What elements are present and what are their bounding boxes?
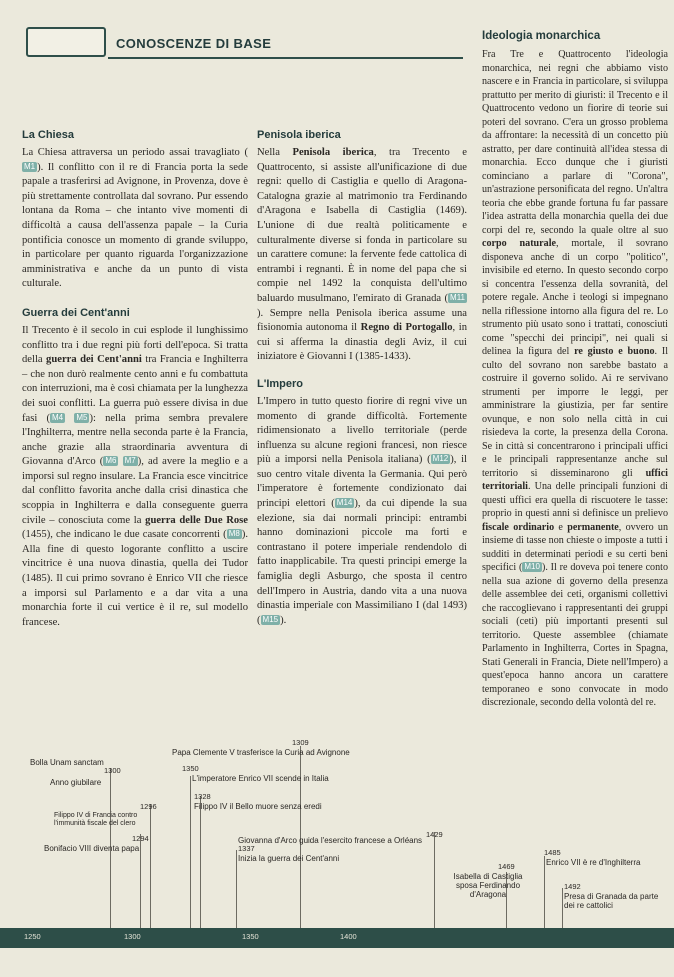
text-run [65, 413, 74, 424]
text-run: L'Impero in tutto questo fiorire di regni vive un momento di grande difficoltà. Fortemente ridimensionato a livello territoriale (perde influenza su alcune regioni francesi, non riesce più a imporsi nella Penisola italiana) ( [257, 395, 467, 466]
column-left [22, 128, 248, 630]
text-run: ), da cui dipende la sua elezione, sia dai normali principi: entrambi hanno dominazioni piccole ma forti e contrastano il potere imperiale rendendolo di fatto inapplicabile. Tra questi principi emerge la famiglia degli Asburgo, che sposta il centro dell'Impero in Austria, dando vita a una nuova dinastia imperiale con Massimiliano I (dal 1493) ( [257, 498, 467, 626]
column-right [482, 48, 668, 710]
event-year: 1309 [292, 738, 309, 747]
text-run: , tra Trecento e Quattrocento, si assiste all'unificazione di due regni: quello di Castiglia e quello di Aragona-Catalogna grazie al matrimonio tra Ferdinando d'Aragona e Isabella di Castiglia (1469). L'unione di due realtà politicamente e culturalmente diverse si fonda in particolare su un carattere comune: la fervente fede cattolica di entrambi i regnanti. È in nome del papa che si compie nel 1492 la conquista dell'ultimo baluardo musulmano, l'emirato di Granada ( [257, 147, 468, 304]
map-ref-badge[interactable]: M8 [228, 529, 240, 539]
timeline-bar [0, 928, 674, 948]
keyword: guerra delle Due Rose [145, 514, 248, 526]
text-run: . Il culto del sovrano non sarebbe bastato a costruire il governo solido. Ai re servivano strumenti per imporre le leggi, per amministrare la giustizia, per far sentire ovunque, e non solo nella città in cui risiedeva la corte, la presenza della Corona. Se in città si concentrarono i principali uffici e le principali rappresentanze anche sul territorio si disseminarono gli [482, 346, 668, 479]
paragraph-impero [257, 395, 467, 629]
heading-guerra: Guerra dei Cent'anni [22, 306, 130, 319]
scale-label: 1350 [242, 932, 259, 941]
event-label: Enrico VII è re d'Inghilterra [546, 858, 641, 867]
text-run: Nella [257, 147, 293, 158]
heading-chiesa: La Chiesa [22, 129, 74, 141]
text-run: ). Il conflitto con il re di Francia porta la sede papale a trasferirsi ad Avignone, in Provenza, dove è più strettamente controllata dal sovrano. Pur essendo lontana da Roma – che intanto vive momenti di difficoltà a causa dell'assenza papale – la Curia pontificia conosce un momento di grande sviluppo, in particolare per quanto riguarda l'organizzazione amministrativa e anche da un punto di vista culturale. [22, 161, 248, 290]
keyword: fiscale ordinario [482, 521, 555, 533]
event-year: 1296 [140, 802, 157, 811]
text-run: ). Alla fine di questo logorante conflitto a uscire vincitrice è una nuova dinastia, quella dei Tudor (1485). Il cui primo sovrano è Enrico VII che riesce a imporsi sul Parlamento e a dar vita a una monarchia forte il cui vertice è il re, sul modello francese. [22, 529, 248, 628]
text-run: ). [280, 614, 287, 626]
text-run [118, 456, 122, 467]
event-year: 1294 [132, 834, 149, 843]
timeline-tick [150, 804, 151, 928]
event-year: 1492 [564, 882, 581, 891]
keyword: guerra dei Cent'anni [46, 354, 142, 366]
map-ref-badge[interactable]: M7 [124, 456, 136, 466]
event-year: 1350 [182, 764, 199, 773]
map-ref-badge[interactable]: M6 [105, 456, 117, 466]
event-label: Filippo IV di Francia contro l'immunità fiscale del clero [54, 812, 138, 827]
text-run: tra Francia e Inghilterra – che non durò realmente cento anni e fu combattuta con interruzioni, ma è così chiamata per la lunghezza dei suoi conflitti. La guerra può essere divisa in due fasi ( [22, 354, 248, 424]
text-run: . Una delle principali funzioni di questi uffici era quella di riscuotere le tasse: proprio in questi anni si definisce un prelievo [482, 481, 668, 519]
paragraph-ideologia [482, 48, 668, 710]
map-ref-badge[interactable]: M10 [524, 562, 540, 571]
timeline-tick [236, 850, 237, 928]
event-label: Presa di Granada da parte dei re cattolici [564, 892, 659, 910]
timeline-tick [434, 832, 435, 928]
keyword: corpo naturale [482, 238, 556, 249]
text-run: La Chiesa attraversa un periodo assai travagliato ( [22, 147, 248, 158]
paragraph-iberica [257, 146, 467, 365]
timeline-tick [200, 796, 201, 928]
text-run: e [554, 521, 568, 533]
event-label: L'imperatore Enrico VII scende in Italia [192, 774, 329, 783]
paragraph-guerra [22, 324, 248, 630]
column-middle [257, 128, 467, 628]
text-run: ): nella prima sembra prevalere l'Inghilterra, mentre nella seconda parte è la Francia, anche grazie alla straordinaria avventura di Giovanna d'Arco ( [22, 412, 248, 468]
header-rule [108, 57, 463, 59]
text-run: ). Sempre nella Penisola iberica assume una fisionomia autonoma il [257, 307, 467, 334]
map-ref-badge[interactable]: M15 [262, 614, 279, 624]
keyword: uffici territoriali [482, 467, 668, 492]
map-ref-badge[interactable]: M12 [432, 454, 449, 464]
header-box [26, 27, 106, 57]
map-ref-badge[interactable]: M5 [76, 412, 88, 422]
section-title: CONOSCENZE DI BASE [116, 36, 272, 51]
event-label: Anno giubilare [50, 778, 102, 787]
text-run: , in cui si afferma la dinastia degli Aviz, il cui iniziatore è Giovanni I (1385-1433). [257, 322, 467, 363]
event-label: Bolla Unam sanctam [30, 758, 104, 767]
event-label: Papa Clemente V trasferisce la Curia ad Avignone [172, 748, 350, 757]
paragraph-chiesa [22, 146, 248, 292]
heading-impero: L'Impero [257, 377, 304, 390]
event-year: 1469 [498, 862, 515, 871]
text-run: Il Trecento è il secolo in cui esplode il lunghissimo conflitto tra i due regni più forti dell'epoca. Si tratta della [22, 324, 248, 366]
text-run: , ovvero un insieme di tasse non chieste o imposte a tutti i sudditi in determinati periodi e su certi beni specifici ( [482, 521, 668, 573]
heading-iberica: Penisola iberica [257, 129, 341, 141]
event-year: 1429 [426, 830, 443, 839]
event-label: Bonifacio VIII diventa papa [44, 844, 140, 853]
text-run: , mortale, il sovrano disponeva anche di un corpo "politico", invisibile ed eterno. In questo secondo corpo si concentra l'essenza della sovranità, del potere regale. Anche i teologi si impegnano nella riflessione intorno alla figura del re. Lo strumento più usato sono i trattati, conosciuti come "specchi dei principi", nei quali si delinea la figura del [482, 238, 669, 357]
event-label: Inizia la guerra dei Cent'anni [238, 854, 340, 863]
timeline-tick [562, 888, 563, 928]
scale-label: 1250 [24, 932, 41, 941]
keyword: re giusto e buono [574, 346, 655, 357]
timeline [0, 738, 674, 977]
text-run: ), il suo centro vitale diventa la Germania. Qui però l'imperatore è fortemente condizionato dai principi elettori ( [257, 454, 468, 510]
scale-label: 1300 [124, 932, 141, 941]
map-ref-badge[interactable]: M1 [24, 161, 36, 171]
keyword: permanente [567, 521, 619, 533]
timeline-tick [190, 776, 191, 928]
event-year: 1328 [194, 792, 211, 801]
timeline-tick [544, 856, 545, 928]
event-year: 1337 [238, 844, 255, 853]
text-run: Fra Tre e Quattrocento l'ideologia monarchica, nei regni che abbiamo visto nascere e in Francia in particolare, si sviluppa prattutto per merito di giuristi: il Trecento e il Quattrocento vedono un fiorire di teorie sui poteri del sovrano. C'era un grosso problema da affrontare: la necessità di un concetto più astratto, per dare continuità all'idea stessa di monarchia. Ecco dunque che i giuristi cominciano a parlare di "Corona", un'astrazione personificata del regno. Un'altra teoria che ebbe grande fortuna fu far passare l'idea astratta della monarchia quella dei due corpi del re, secondo la quale oltre al suo [482, 49, 668, 236]
keyword: Regno di Portogallo [360, 322, 453, 334]
map-ref-badge[interactable]: M14 [336, 498, 353, 508]
side-title: Ideologia monarchica [482, 30, 601, 42]
text-run: ), ad avere la meglio e a imporsi sul regno insulare. La Francia esce vincitrice dal conflitto favorita anche dalla crisi dinastica che scoppia in Inghilterra e dalla conseguente guerra civile – conosciuta come la [22, 456, 248, 526]
event-label: Filippo IV il Bello muore senza eredi [194, 802, 322, 811]
event-year: 1300 [104, 766, 121, 775]
event-label: Giovanna d'Arco guida l'esercito francese a Orléans [238, 836, 423, 845]
text-run: ). Il re doveva poi tenere conto nella sua azione di governo della presenza delle assemblee dei ceti, organismi collettivi che raccoglievano i rappresentanti dei gruppi sociali (ceti) più importanti presenti sul territorio. Queste assemblee (chiamate Parlamento in Inghilterra, Cortes in Spagna, Stati Generali in Francia, Diete nell'Impero) a quest'epoca hanno ancora un carattere temporaneo e sono convocate in modo discrezionale, secondo della volontà del re. [482, 562, 668, 708]
keyword: Penisola iberica [292, 147, 374, 158]
map-ref-badge[interactable]: M4 [52, 412, 64, 422]
event-year: 1485 [544, 848, 561, 857]
scale-label: 1400 [340, 932, 357, 941]
timeline-tick [140, 834, 141, 928]
text-run: (1455), che indicano le due casate concorrenti ( [22, 529, 227, 541]
map-ref-badge[interactable]: M11 [450, 292, 465, 302]
event-label: Isabella di Castiglia sposa Ferdinando d'Aragona [453, 872, 523, 899]
